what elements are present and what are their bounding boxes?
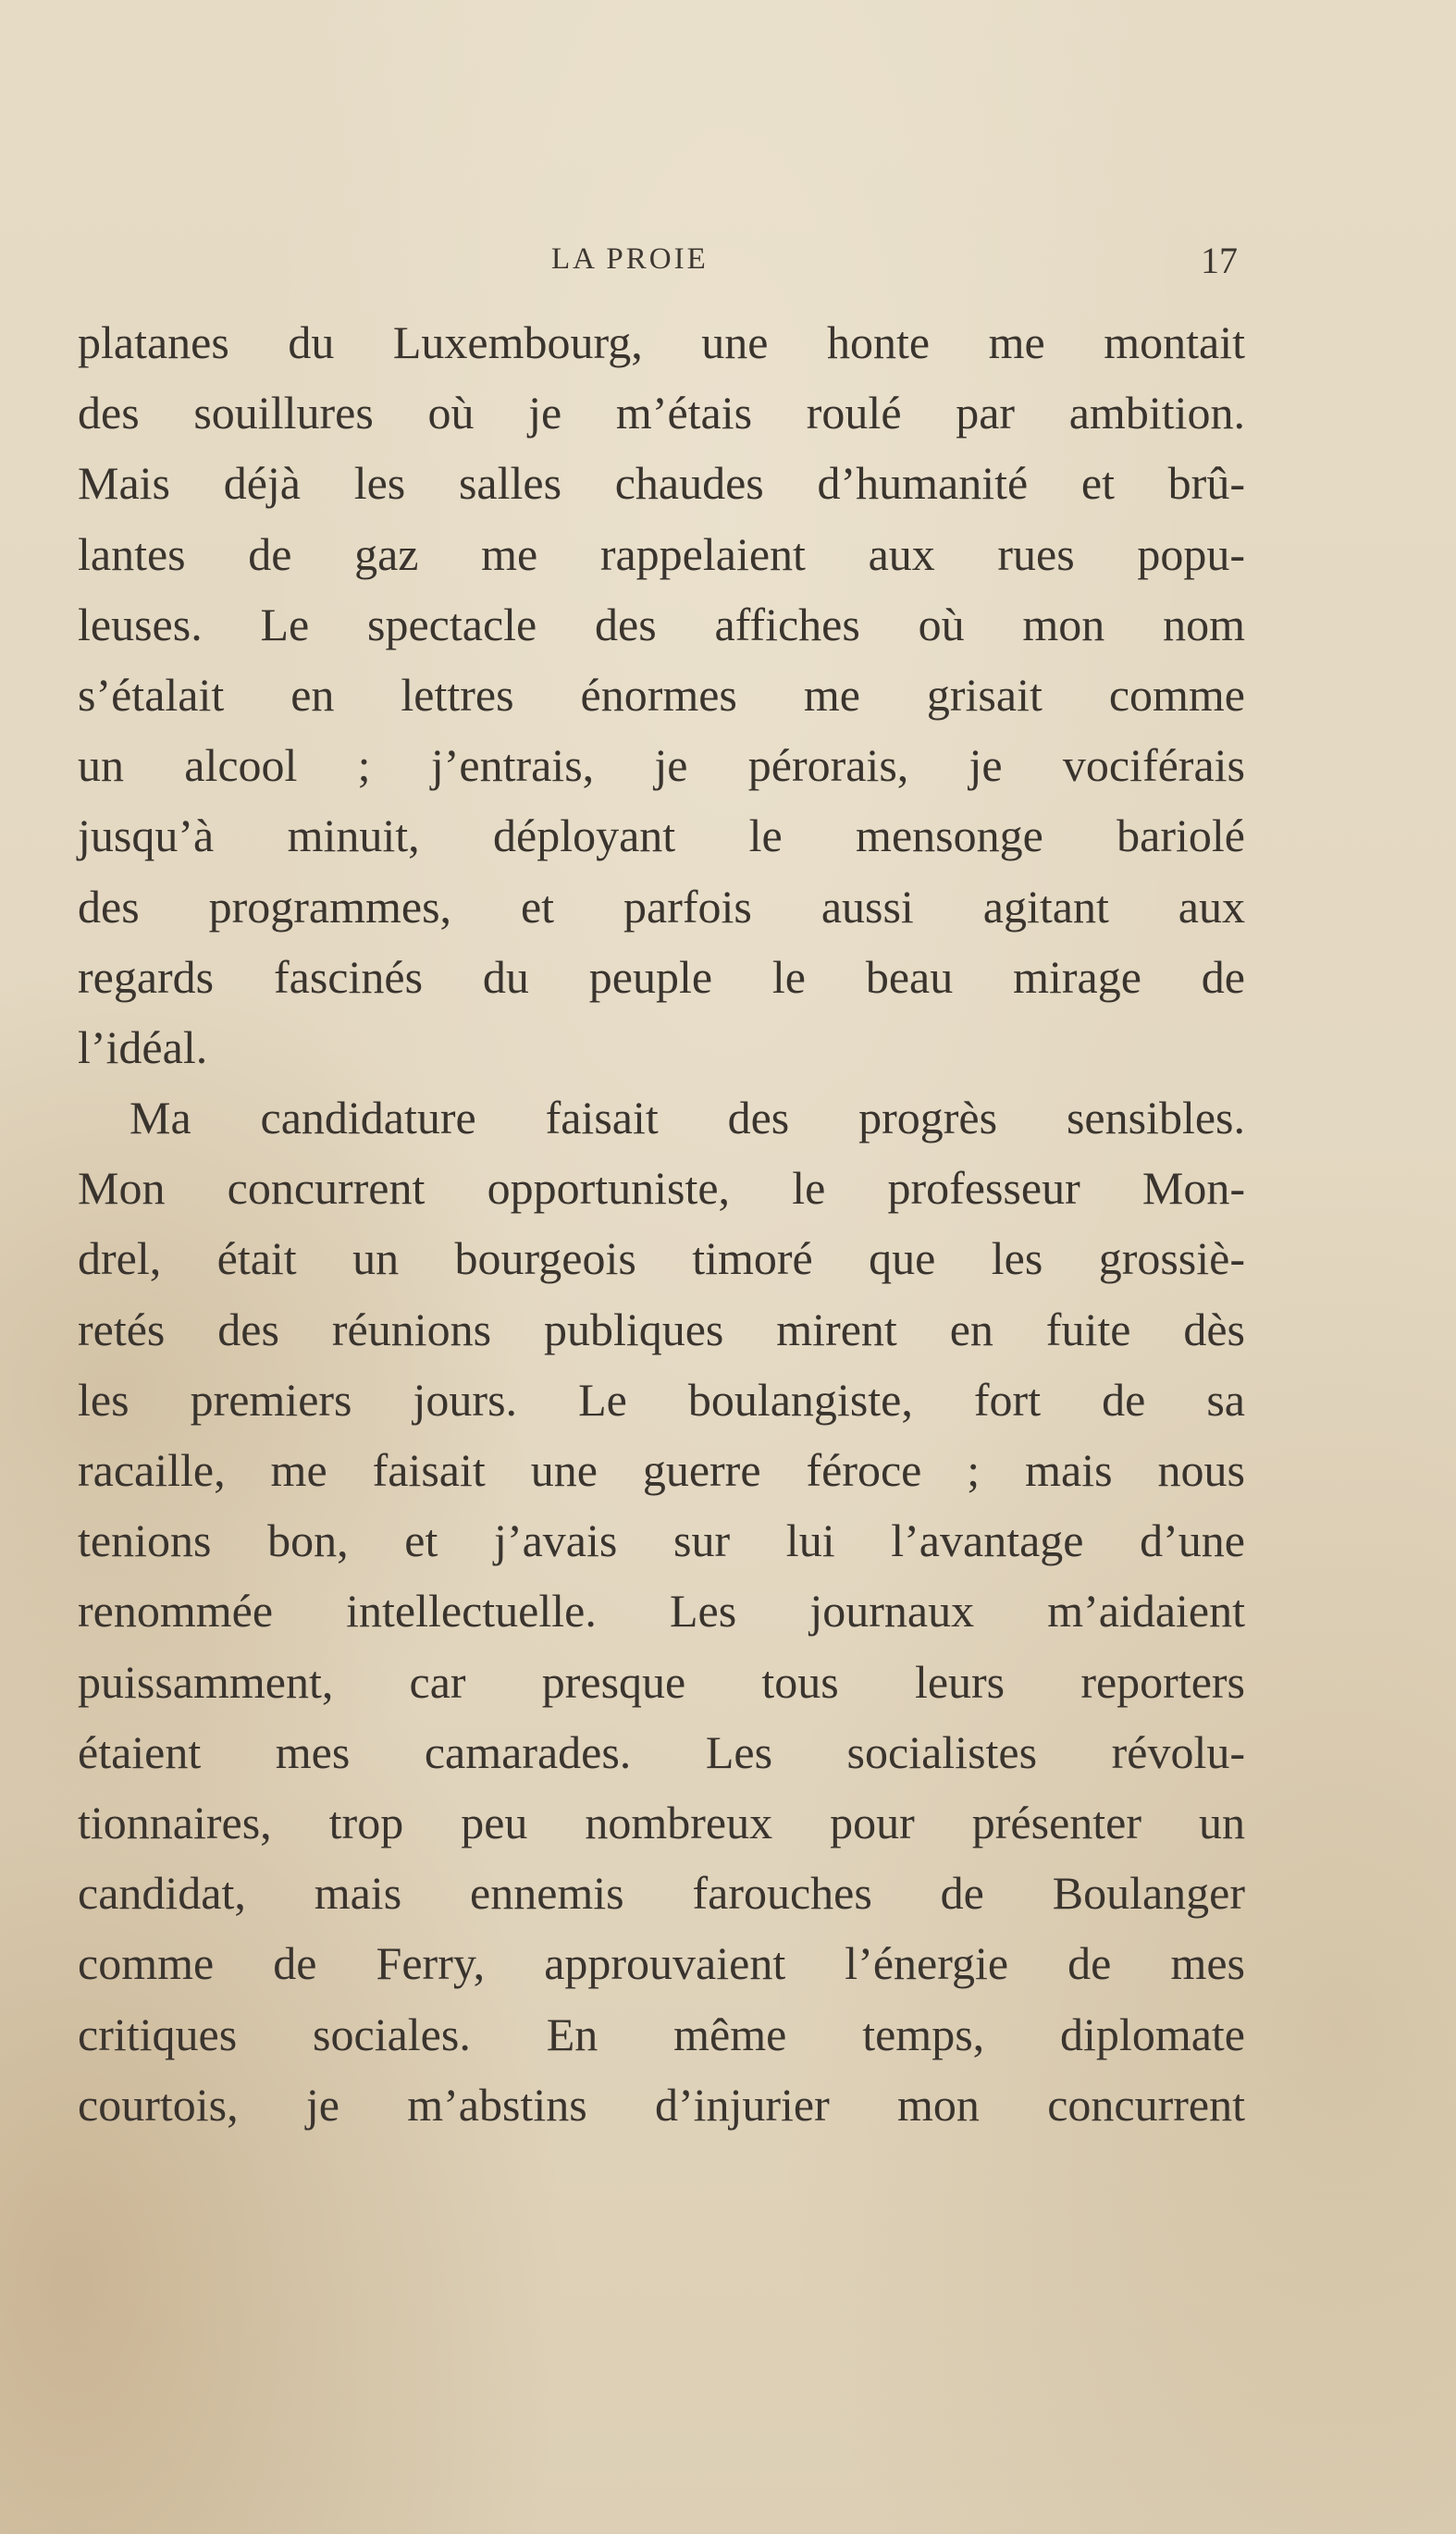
text-line: jusqu’à minuit, déployant le mensonge bariolé xyxy=(78,810,1245,862)
text-line: tionnaires, trop peu nombreux pour présenter un xyxy=(78,1796,1245,1848)
text-line: drel, était un bourgeois timoré que les grossiè- xyxy=(78,1232,1245,1285)
text-line: s’étalait en lettres énormes me grisait comme xyxy=(78,668,1245,721)
body-text xyxy=(78,307,1245,2140)
text-line: Mais déjà les salles chaudes d’humanité et brû- xyxy=(78,457,1245,510)
text-line: retés des réunions publiques mirent en fuite dès xyxy=(78,1303,1245,1355)
text-line: lantes de gaz me rappelaient aux rues popu- xyxy=(78,527,1245,580)
text-line: l’idéal. xyxy=(78,1020,208,1073)
text-line: racaille, me faisait une guerre féroce ; mais nous xyxy=(78,1444,1245,1496)
page-number: 17 xyxy=(1201,240,1238,281)
text-line: des souillures où je m’étais roulé par ambition. xyxy=(78,387,1245,439)
text-line: candidat, mais ennemis farouches de Boulanger xyxy=(78,1867,1245,1920)
text-line: comme de Ferry, approuvaient l’énergie de mes xyxy=(78,1937,1245,1990)
text-line: critiques sociales. En même temps, diplomate xyxy=(78,2008,1245,2060)
text-line: courtois, je m’abstins d’injurier mon concurrent xyxy=(78,2078,1245,2131)
text-line: les premiers jours. Le boulangiste, fort de sa xyxy=(78,1373,1245,1426)
running-head xyxy=(551,242,1238,287)
text-line: un alcool ; j’entrais, je pérorais, je vociférais xyxy=(78,739,1245,792)
running-title: LA PROIE xyxy=(551,242,709,276)
text-line: platanes du Luxembourg, une honte me montait xyxy=(78,316,1245,368)
text-line: Ma candidature faisait des progrès sensibles. xyxy=(130,1092,1245,1144)
text-line: des programmes, et parfois aussi agitant aux xyxy=(78,880,1245,933)
text-line: renommée intellectuelle. Les journaux m’aidaient xyxy=(78,1585,1245,1638)
text-line: tenions bon, et j’avais sur lui l’avantage d’une xyxy=(78,1514,1245,1567)
text-line: leuses. Le spectacle des affiches où mon nom xyxy=(78,598,1245,650)
text-line: Mon concurrent opportuniste, le professeur Mon- xyxy=(78,1162,1245,1215)
text-line: puissamment, car presque tous leurs reporters xyxy=(78,1655,1245,1708)
text-line: regards fascinés du peuple le beau mirage de xyxy=(78,950,1245,1003)
text-line: étaient mes camarades. Les socialistes révolu- xyxy=(78,1725,1245,1778)
